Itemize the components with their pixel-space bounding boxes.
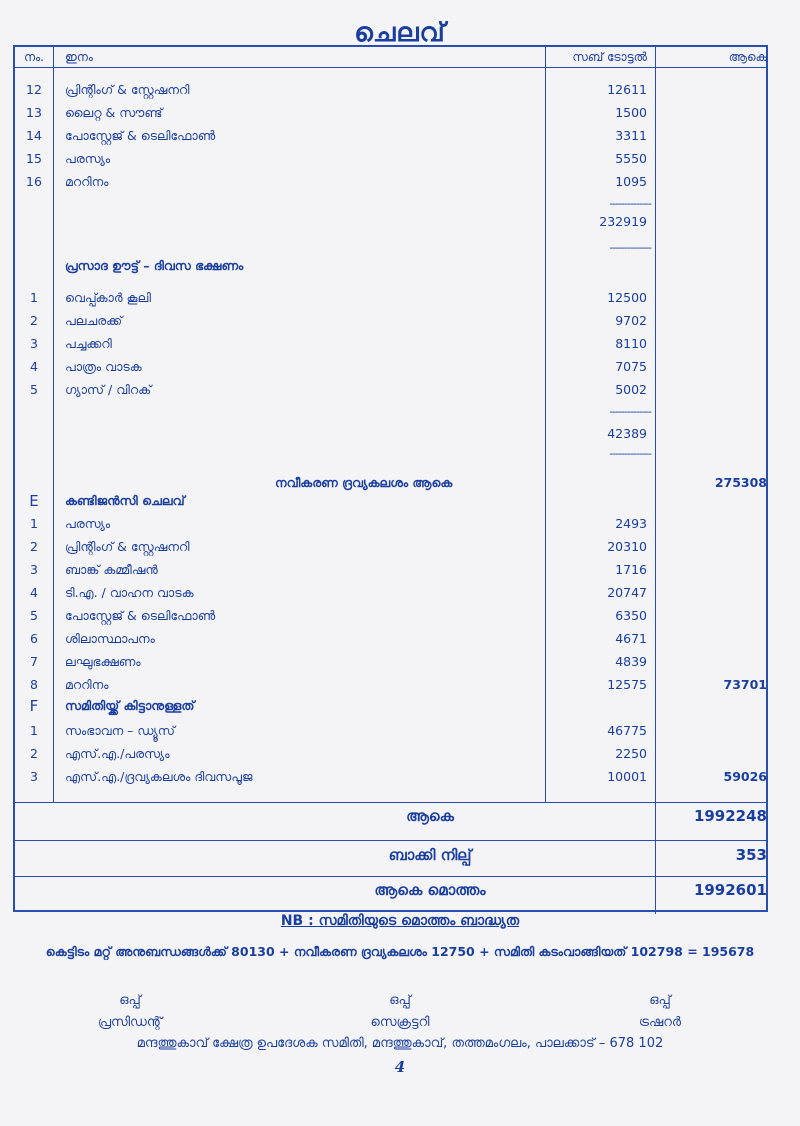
row-subtotal: 8110 [615, 336, 647, 351]
header-subtotal: സബ് ടോട്ടൽ [572, 50, 647, 64]
row-number: 15 [26, 151, 42, 166]
page-number: 4 [394, 1058, 406, 1076]
row-item: പരസ്യം [65, 516, 111, 531]
dash-separator: -------------- [609, 241, 651, 254]
row-item: കണ്ടിജൻസി ചെലവ് [65, 493, 185, 508]
row-subtotal: 12500 [607, 290, 647, 305]
nb-title: NB : സമിതിയുടെ മൊത്തം ബാദ്ധ്യത [280, 913, 520, 929]
row-item: പോസ്റ്റേജ് & ടെലിഫോൺ [65, 128, 216, 143]
signature-mark: ഒപ്പ് [119, 993, 141, 1008]
row-item: ഗ്യാസ് / വിറക് [65, 382, 152, 397]
summary-divider [15, 802, 766, 803]
row-subtotal: 6350 [615, 608, 647, 623]
nb-liability-line: കെട്ടിടം മറ്റ് അനുബന്ധങ്ങൾക്ക് 80130 + നവീകരണ ദ്രവ്യകലശം 12750 + സമിതി കടംവാങ്ങിയത് 102798 = 195678 [45, 944, 755, 959]
row-subtotal: 4839 [615, 654, 647, 669]
summary-divider [15, 840, 766, 841]
summary-label: ആകെ [406, 807, 454, 825]
row-number: 3 [30, 769, 38, 784]
row-number: 13 [26, 105, 42, 120]
row-subtotal: 46775 [607, 723, 647, 738]
row-item: പ്രിന്റിംഗ് & സ്റ്റേഷനറി [65, 539, 190, 554]
page-title: ചെലവ് [354, 18, 446, 48]
row-item: പ്രസാദ ഊട്ട് – ദിവസ ഭക്ഷണം [65, 258, 244, 273]
row-number: 3 [30, 562, 38, 577]
row-item: നവീകരണ ദ്രവ്യകലശം ആകെ [275, 475, 453, 490]
row-total: 275308 [714, 475, 767, 490]
row-item: പാത്രം വാടക [65, 359, 142, 374]
row-item: പോസ്റ്റേജ് & ടെലിഫോൺ [65, 608, 216, 623]
summary-label: ബാക്കി നില്പ് [388, 846, 472, 864]
row-number: 2 [30, 313, 38, 328]
signature-treasurer [580, 990, 740, 1034]
summary-value: 353 [735, 846, 767, 864]
header-no: നം. [24, 50, 44, 64]
summary-row-total [15, 807, 766, 837]
row-total: 59026 [723, 769, 767, 784]
row-subtotal: 2493 [615, 516, 647, 531]
row-item: മററിനം [65, 677, 109, 692]
signature-mark: ഒപ്പ് [649, 993, 671, 1008]
row-subtotal: 7075 [615, 359, 647, 374]
summary-value: 1992601 [693, 881, 767, 899]
dash-separator: -------------- [609, 197, 651, 210]
row-subtotal: 5550 [615, 151, 647, 166]
row-item: സമിതിയ്ക്ക് കിട്ടാനുള്ളത് [65, 698, 195, 713]
row-subtotal: 9702 [615, 313, 647, 328]
row-subtotal: 1095 [615, 174, 647, 189]
row-subtotal: 10001 [607, 769, 647, 784]
row-number: E [29, 492, 39, 510]
row-number: 5 [30, 608, 38, 623]
row-number: 14 [26, 128, 42, 143]
row-number: 2 [30, 539, 38, 554]
row-subtotal: 20310 [607, 539, 647, 554]
col-divider [53, 47, 54, 802]
row-item: എസ്.എ./പരസ്യം [65, 746, 170, 761]
row-item: ശിലാസ്ഥാപനം [65, 631, 155, 646]
row-number: 5 [30, 382, 38, 397]
signature-mark: ഒപ്പ് [389, 993, 411, 1008]
row-number: 3 [30, 336, 38, 351]
row-number: 8 [30, 677, 38, 692]
summary-row-grand-total [15, 881, 766, 911]
row-item: എസ്.എ./ദ്രവ്യകലശം ദിവസപൂജ [65, 769, 253, 784]
dash-separator: -------------- [609, 447, 651, 460]
row-subtotal: 42389 [607, 426, 647, 441]
row-item: പ്രിന്റിംഗ് & സ്റ്റേഷനറി [65, 82, 190, 97]
row-subtotal: 1500 [615, 105, 647, 120]
row-number: 4 [30, 359, 38, 374]
row-item: ടി.എ. / വാഹന വാടക [65, 585, 194, 600]
row-item: സംഭാവന – ഡ്യൂസ് [65, 723, 175, 738]
row-number: 2 [30, 746, 38, 761]
row-subtotal: 20747 [607, 585, 647, 600]
signature-role: ട്രഷറർ [638, 1015, 682, 1030]
summary-label: ആകെ മൊത്തം [374, 881, 486, 899]
row-subtotal: 12611 [607, 82, 647, 97]
row-item: വെപ്പ്കാർ കൂലി [65, 290, 152, 305]
row-subtotal: 2250 [615, 746, 647, 761]
row-item: മററിനം [65, 174, 109, 189]
row-number: 1 [30, 516, 38, 531]
row-subtotal: 232919 [599, 214, 647, 229]
signature-president [50, 990, 210, 1034]
row-item: പലചരക്ക് [65, 313, 123, 328]
row-item: ലൈറ്റ & സൗണ്ട് [65, 105, 163, 120]
header-divider [15, 67, 766, 68]
row-number: 1 [30, 290, 38, 305]
footer-address: മന്ദത്തുകാവ് ക്ഷേത്ര ഉപദേശക സമിതി, മന്ദത്തുകാവ്, തത്തമംഗലം, പാലക്കാട് – 678 102 [136, 1036, 664, 1051]
row-subtotal: 4671 [615, 631, 647, 646]
summary-value: 1992248 [693, 807, 767, 825]
row-number: 6 [30, 631, 38, 646]
row-item: പരസ്യം [65, 151, 111, 166]
row-subtotal: 1716 [615, 562, 647, 577]
row-number: 7 [30, 654, 38, 669]
dash-separator: -------------- [609, 405, 651, 418]
signature-secretary [320, 990, 480, 1034]
row-subtotal: 3311 [615, 128, 647, 143]
row-number: F [29, 697, 39, 715]
row-subtotal: 5002 [615, 382, 647, 397]
row-item: പച്ചക്കറി [65, 336, 112, 351]
row-item: ബാങ്ക് കമ്മീഷൻ [65, 562, 158, 577]
row-number: 4 [30, 585, 38, 600]
row-number: 12 [26, 82, 42, 97]
summary-row-balance [15, 846, 766, 876]
header-item: ഇനം [65, 50, 93, 64]
signature-role: സെക്രട്ടറി [370, 1015, 430, 1030]
summary-divider [15, 876, 766, 877]
signature-role: പ്രസിഡന്റ് [97, 1015, 163, 1030]
row-subtotal: 12575 [607, 677, 647, 692]
row-item: ലഘുഭക്ഷണം [65, 654, 141, 669]
row-number: 1 [30, 723, 38, 738]
row-total: 73701 [723, 677, 767, 692]
header-total: ആകെ [728, 50, 767, 64]
row-number: 16 [26, 174, 42, 189]
expense-table [13, 45, 768, 912]
